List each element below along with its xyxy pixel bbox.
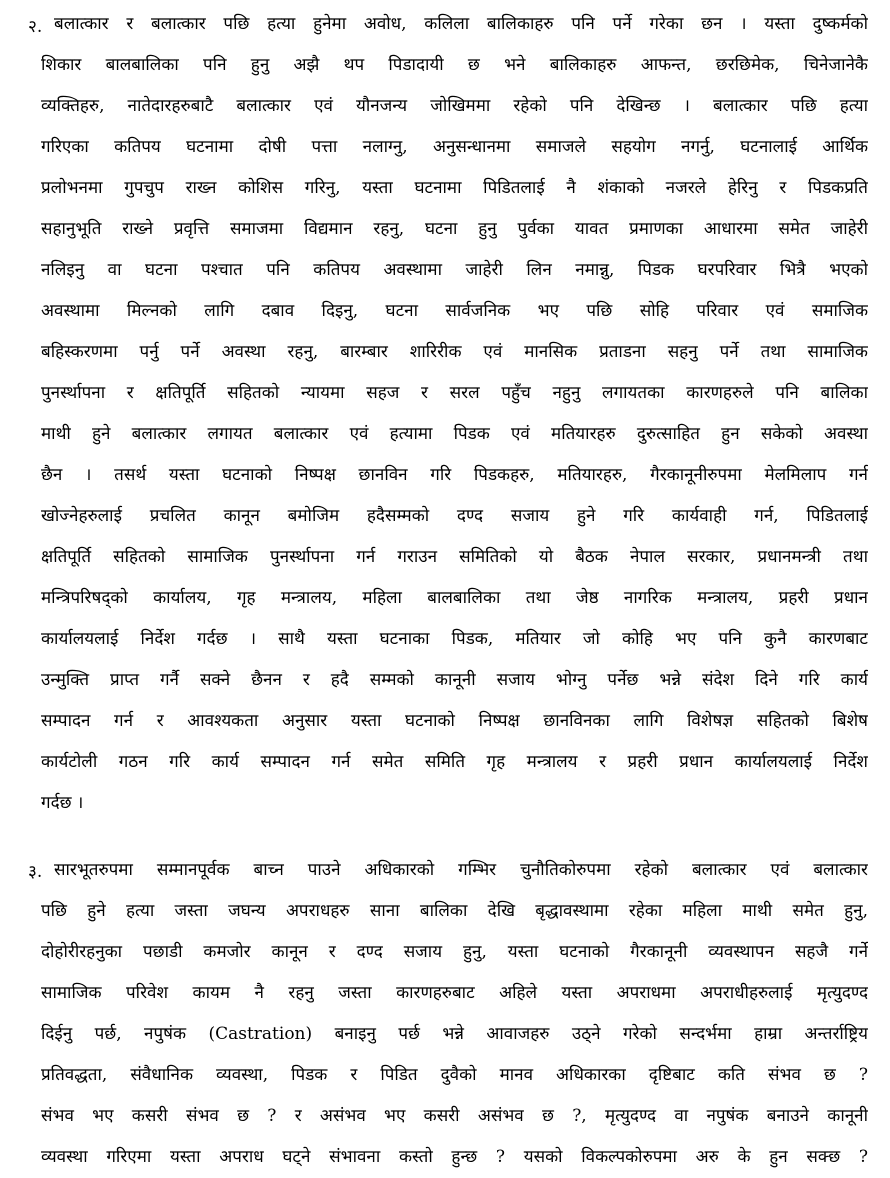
paragraph-line: खोज्नेहरुलाई प्रचलित कानून बमोजिम हदैसम्मको दण्द सजाय हुने गरि कार्यवाही गर्न, पिडितलाई — [41, 506, 868, 526]
paragraph-line: बहिस्करणमा पर्नु पर्ने अवस्था रहनु, बारम्बार शारिरीक एवं मानसिक प्रताडना सहनु पर्ने तथा सामाजिक — [41, 342, 868, 362]
paragraph-line: प्रलोभनमा गुपचुप राख्न कोशिस गरिनु, यस्ता घटनामा पिडितलाई नै शंकाको नजरले हेरिनु र पिडकप्रति — [41, 178, 868, 198]
paragraph-line: पछि हुने हत्या जस्ता जघन्य अपराधहरु साना बालिका देखि बृद्धावस्थामा रहेका महिला माथी समेत हुनु, — [41, 901, 868, 921]
paragraph-number: २. — [28, 17, 43, 37]
paragraph-line: पुनर्स्थापना र क्षतिपूर्ति सहितको न्यायमा सहज र सरल पहुँच नहुनु लगायतका कारणहरुले पनि बालिका — [41, 383, 868, 403]
paragraph-line: व्यक्तिहरु, नातेदारहरुबाटै बलात्कार एवं यौनजन्य जोखिममा रहेको पनि देखिन्छ । बलात्कार पछि हत्या — [41, 96, 868, 116]
paragraph-line: शिकार बालबालिका पनि हुनु अझै थप पिडादायी छ भने बालिकाहरु आफन्त, छरछिमेक, चिनेजानेकै — [41, 55, 868, 75]
paragraph-line: माथी हुने बलात्कार लगायत बलात्कार एवं हत्यामा पिडक एवं मतियारहरु दुरुत्साहित हुन सकेको अवस्था — [41, 424, 868, 444]
paragraph-line: सम्पादन गर्न र आवश्यकता अनुसार यस्ता घटनाको निष्पक्ष छानविनका लागि विशेषज्ञ सहितको बिशेष — [41, 711, 868, 731]
paragraph-line: नलिइनु वा घटना पश्चात पनि कतिपय अवस्थामा जाहेरी लिन नमान्नु, पिडक घरपरिवार भित्रै भएको — [41, 260, 868, 280]
paragraph-line: कार्यालयलाई निर्देश गर्दछ । साथै यस्ता घटनाका पिडक, मतियार जो कोहि भए पनि कुनै कारणबाट — [41, 629, 868, 649]
paragraph-line: गरिएका कतिपय घटनामा दोषी पत्ता नलाग्नु, अनुसन्धानमा समाजले सहयोग नगर्नु, घटनालाई आर्थिक — [41, 137, 868, 157]
paragraph-line: दोहोरीरहनुका पछाडी कमजोर कानून र दण्द सजाय हुनु, यस्ता घटनाको गैरकानूनी व्यवस्थापन सहजै गर्ने — [41, 942, 868, 962]
paragraph-number: ३. — [28, 862, 43, 882]
paragraph-line: व्यवस्था गरिएमा यस्ता अपराध घट्ने संभावना कस्तो हुन्छ ? यसको विकल्पकोरुपमा अरु के हुन सक्छ ? — [41, 1147, 868, 1167]
paragraph-line: सारभूतरुपमा सम्मानपूर्वक बाच्न पाउने अधिकारको गम्भिर चुनौतिकोरुपमा रहेको बलात्कार एवं बलात्कार — [54, 860, 868, 880]
paragraph-line: सहानुभूति राख्ने प्रवृत्ति समाजमा विद्यमान रहनु, घटना हुनु पुर्वका यावत प्रमाणका आधारमा समेत जाहेरी — [41, 219, 868, 239]
paragraph-line: संभव भए कसरी संभव छ ? र असंभव भए कसरी असंभव छ ?, मृत्युदण्द वा नपुषंक बनाउने कानूनी — [41, 1106, 868, 1126]
paragraph-line: सामाजिक परिवेश कायम नै रहनु जस्ता कारणहरुबाट अहिले यस्ता अपराधमा अपराधीहरुलाई मृत्युदण्द — [41, 983, 868, 1003]
paragraph-line: अवस्थामा मिल्नको लागि दबाव दिइनु, घटना सार्वजनिक भए पछि सोहि परिवार एवं समाजिक — [41, 301, 868, 321]
paragraph-line: मन्त्रिपरिषद्को कार्यालय, गृह मन्त्रालय, महिला बालबालिका तथा जेष्ठ नागरिक मन्त्रालय, प्रहरी प्रधान — [41, 588, 868, 608]
paragraph-line: दिईनु पर्छ, नपुषंक (Castration) बनाइनु पर्छ भन्ने आवाजहरु उठ्ने गरेको सन्दर्भमा हाम्रा अन्तर्राष्ट्रिय — [41, 1024, 868, 1044]
paragraph-line: कार्यटोली गठन गरि कार्य सम्पादन गर्न समेत समिति गृह मन्त्रालय र प्रहरी प्रधान कार्यालयलाई निर्देश — [41, 752, 868, 772]
paragraph-line: प्रतिवद्धता, संवैधानिक व्यवस्था, पिडक र पिडित दुवैको मानव अधिकारका दृष्टिबाट कति संभव छ ? — [41, 1065, 868, 1085]
paragraph-line: छैन । तसर्थ यस्ता घटनाको निष्पक्ष छानविन गरि पिडकहरु, मतियारहरु, गैरकानूनीरुपमा मेलमिलाप गर्न — [41, 465, 868, 485]
paragraph-line: उन्मुक्ति प्राप्त गर्नै सक्ने छैनन र हदै सम्मको कानूनी सजाय भोग्नु पर्नेछ भन्ने संदेश दिने गरि कार्य — [41, 670, 868, 690]
paragraph-line: बलात्कार र बलात्कार पछि हत्या हुनेमा अवोध, कलिला बालिकाहरु पनि पर्ने गरेका छन । यस्ता दुष्कर्मको — [54, 14, 868, 34]
paragraph-line: गर्दछ । — [41, 793, 84, 813]
paragraph-line: क्षतिपूर्ति सहितको सामाजिक पुनर्स्थापना गर्न गराउन समितिको यो बैठक नेपाल सरकार, प्रधानमन्त्री तथा — [41, 547, 868, 567]
